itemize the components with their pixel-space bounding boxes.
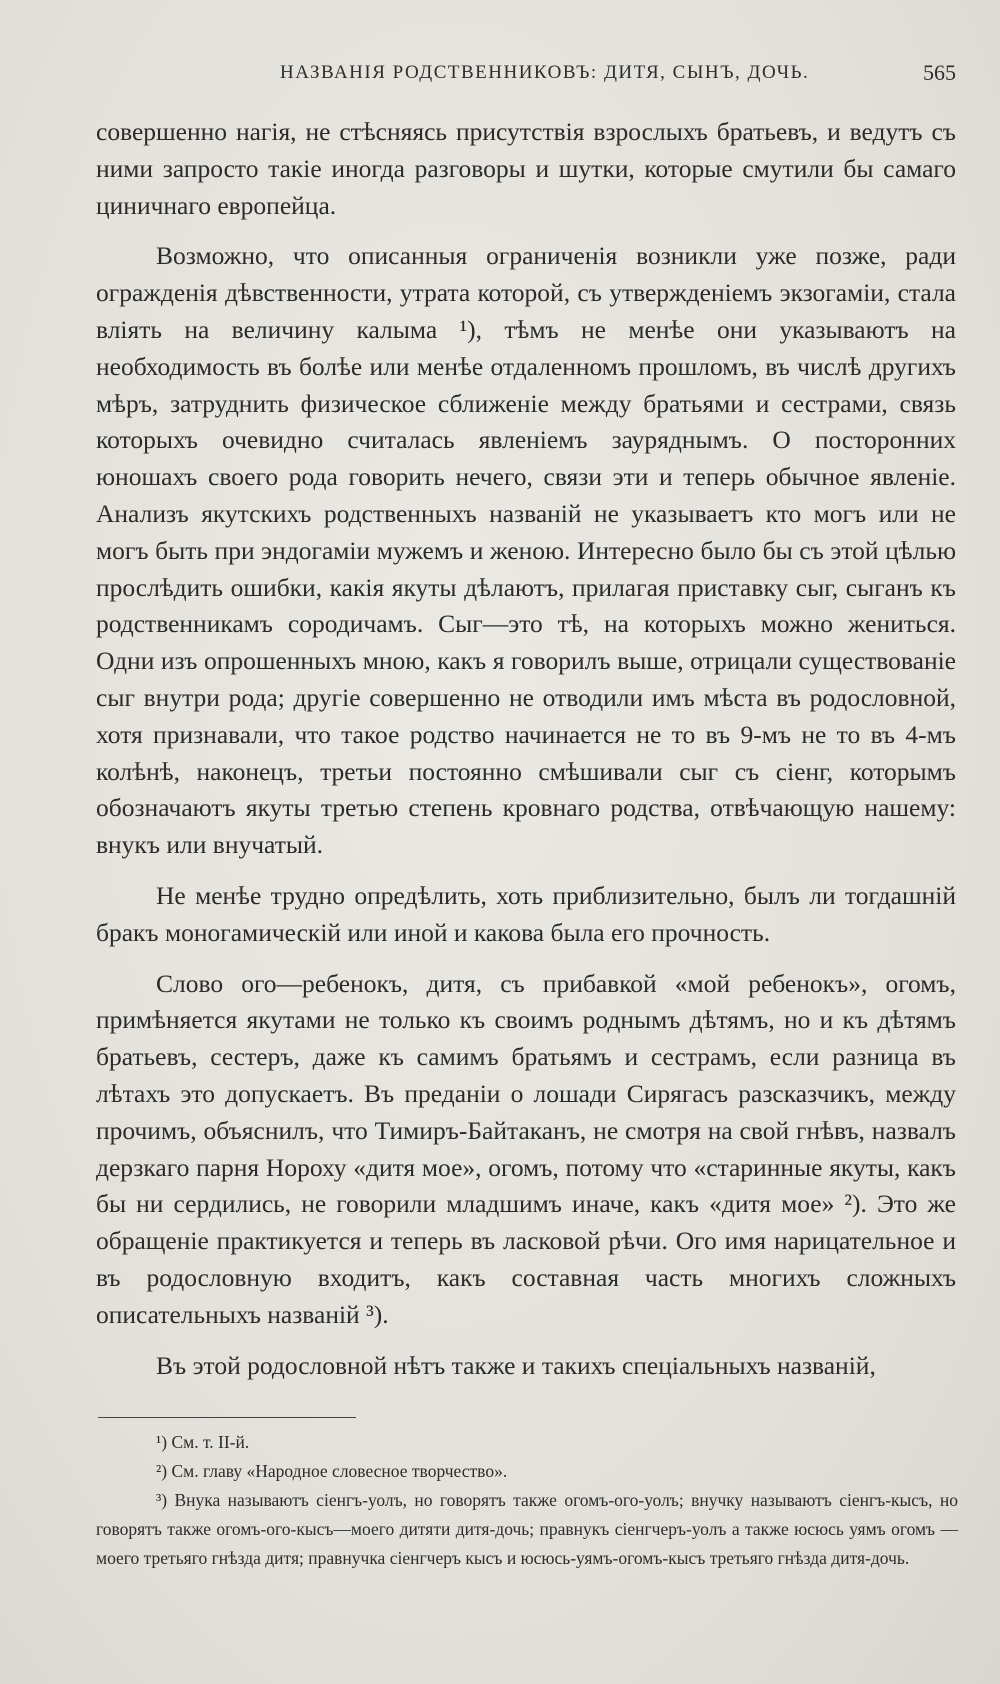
paragraph-5: Въ этой родословной нѣтъ также и такихъ спеціальныхъ названій,: [156, 1350, 876, 1380]
paragraph-2: Возможно, что описанныя ограниченія возникли уже позже, ради огражденія дѣвственности, утрата которой, съ утвержденіемъ экзогаміи, стала вліять на величину калыма ¹), тѣмъ не менѣе они указываютъ на необходимость въ болѣе или менѣе отдаленномъ прошломъ, въ числѣ другихъ мѣръ, затруднить физическое сближеніе между братьями и сестрами, связь которыхъ очевидно считалась явленіемъ зауряднымъ. О посторонних юношахъ своего рода говорить нечего, связи эти и теперь обычное явленіе. Анализъ якутскихъ родственныхъ названій не указываетъ кто могъ или не могъ быть при эндогаміи мужемъ и женою. Интересно было бы съ этой цѣлью прослѣдить ошибки, какія якуты дѣлаютъ, прилагая приставку сыг, сыганъ къ родственникамъ сородичамъ. Сыг—это тѣ, на которыхъ можно жениться. Одни изъ опрошенныхъ мною, какъ я говорилъ выше, отрицали существованіе сыг внутри рода; другіе совершенно не отводили имъ мѣста въ родословной, хотя признавали, что такое родство начинается не то въ 9-мъ не то въ 4-мъ колѣнѣ, наконецъ, третьи постоянно смѣшивали сыг съ сіенг, которымъ обозначаютъ якуты третью степень кровнаго родства, отвѣчающую нашему: внукъ или внучатый.: [96, 241, 956, 860]
footnote-2: ²) См. главу «Народное словесное творчество».: [156, 1461, 508, 1481]
paragraph-4: Слово ого—ребенокъ, дитя, съ прибавкой «мой ребенокъ», огомъ, примѣняется якутами не только къ своимъ роднымъ дѣтямъ, но и къ дѣтямъ братьевъ, сестеръ, даже къ самимъ братьямъ и сестрамъ, если разница въ лѣтахъ это допускаетъ. Въ преданіи о лошади Сирягасъ разсказчикъ, между прочимъ, объяснилъ, что Тимиръ-Байтаканъ, не смотря на свой гнѣвъ, назвалъ дерзкаго парня Нороху «дитя мое», огомъ, потому что «старинные якуты, какъ бы ни сердились, не говорили младшимъ иначе, какъ «дитя мое» ²). Это же обращеніе практикуется и теперь въ ласковой рѣчи. Ого имя нарицательное и въ родословную входитъ, какъ составная часть многихъ сложныхъ описательныхъ названій ³).: [96, 968, 956, 1329]
paragraph-3: Не менѣе трудно опредѣлить, хоть приблизительно, былъ ли тогдашній бракъ моногамическій или иной и какова была его прочность.: [96, 880, 956, 947]
paragraph-1: совершенно нагія, не стѣсняясь присутствія взрослыхъ братьевъ, и ведутъ съ ними запросто такіе иногда разговоры и шутки, которые смутили бы самаго циничнаго европейца.: [96, 117, 956, 220]
running-head: [96, 58, 956, 98]
running-title: НАЗВАНІЯ РОДСТВЕННИКОВЪ: ДИТЯ, СЫНЪ, ДОЧЬ.: [280, 62, 810, 83]
page-number: 565: [923, 60, 956, 85]
footnote-1: ¹) См. т. II-й.: [156, 1432, 250, 1452]
footnote-3: ³) Внука называютъ сіенгъ-уолъ, но говорятъ также огомъ-ого-уолъ; внучку называютъ сіенгъ-кысъ, но говорятъ также огомъ-ого-кысъ—моего дитяти дитя-дочь; правнукъ сіенгчеръ-уолъ а также юсюсь уямъ огомъ — моего третьяго гнѣзда дитя; правнучка сіенгчеръ кысъ и юсюсь-уямъ-огомъ-кысъ третьяго гнѣзда дитя-дочь.: [96, 1490, 958, 1568]
footnote-rule: [98, 1417, 356, 1418]
body-text: [96, 114, 956, 1398]
footnotes: [96, 1428, 958, 1573]
